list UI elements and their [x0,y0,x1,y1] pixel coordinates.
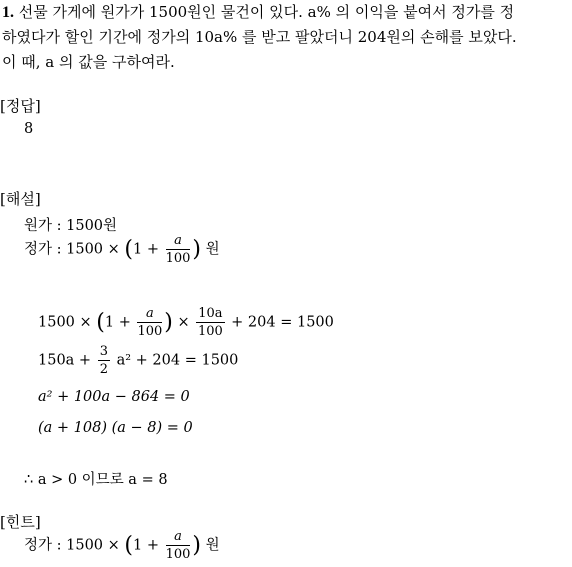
problem-line-1 [2,0,514,25]
eq1-fraction-a: $\frac{a}{100}$ [137,306,163,339]
equation-4: (a + 108) (a − 8) = 0 [38,420,193,436]
eq1-fraction-10a: $\frac{10a}{100}$ [198,306,223,339]
equation-2: 150a + $\frac{3}{2}$ a² + 204 = 1500 [38,344,239,377]
price-prefix: 정가 : 1500 × [24,241,120,258]
price-suffix: 원 [205,241,220,258]
equation-3: a² + 100a − 864 = 0 [38,389,190,405]
equation-1: 1500 × (1 + $\frac{a}{100}$ ) × $\frac{10a}{100}$ + 204 = 1500 [38,306,334,339]
one-plus: 1 + [132,241,159,258]
hint-heading: [힌트] [0,513,41,531]
solution-heading: [해설] [0,190,41,208]
answer-heading: [정답] [0,97,41,115]
price-line: 정가 : 1500 × (1 + $\frac{a}{100}$ ) 원 [24,233,220,266]
hint-price-line: 정가 : 1500 × (1 + $\frac{a}{100}$ ) 원 [24,529,220,562]
eq2-fraction: $\frac{3}{2}$ [99,344,108,377]
cost-line: 원가 : 1500원 [24,218,118,234]
problem-text-1: 선물 가게에 원가가 1500원인 물건이 있다. a% 의 이익을 붙여서 정가를 정 [18,3,515,21]
problem-line-3: 이 때, a 의 값을 구하여라. [2,53,175,71]
problem-number: 1. [2,4,14,21]
hint-fraction: $\frac{a}{100}$ [165,529,191,562]
problem-line-2: 하였다가 할인 기간에 정가의 10a% 를 받고 팔았더니 204원의 손해를 보았다. [2,28,517,46]
answer-value: 8 [24,121,34,137]
conclusion-line: ∴ a > 0 이므로 a = 8 [24,472,168,488]
price-fraction: $\frac{a}{100}$ [165,233,191,266]
